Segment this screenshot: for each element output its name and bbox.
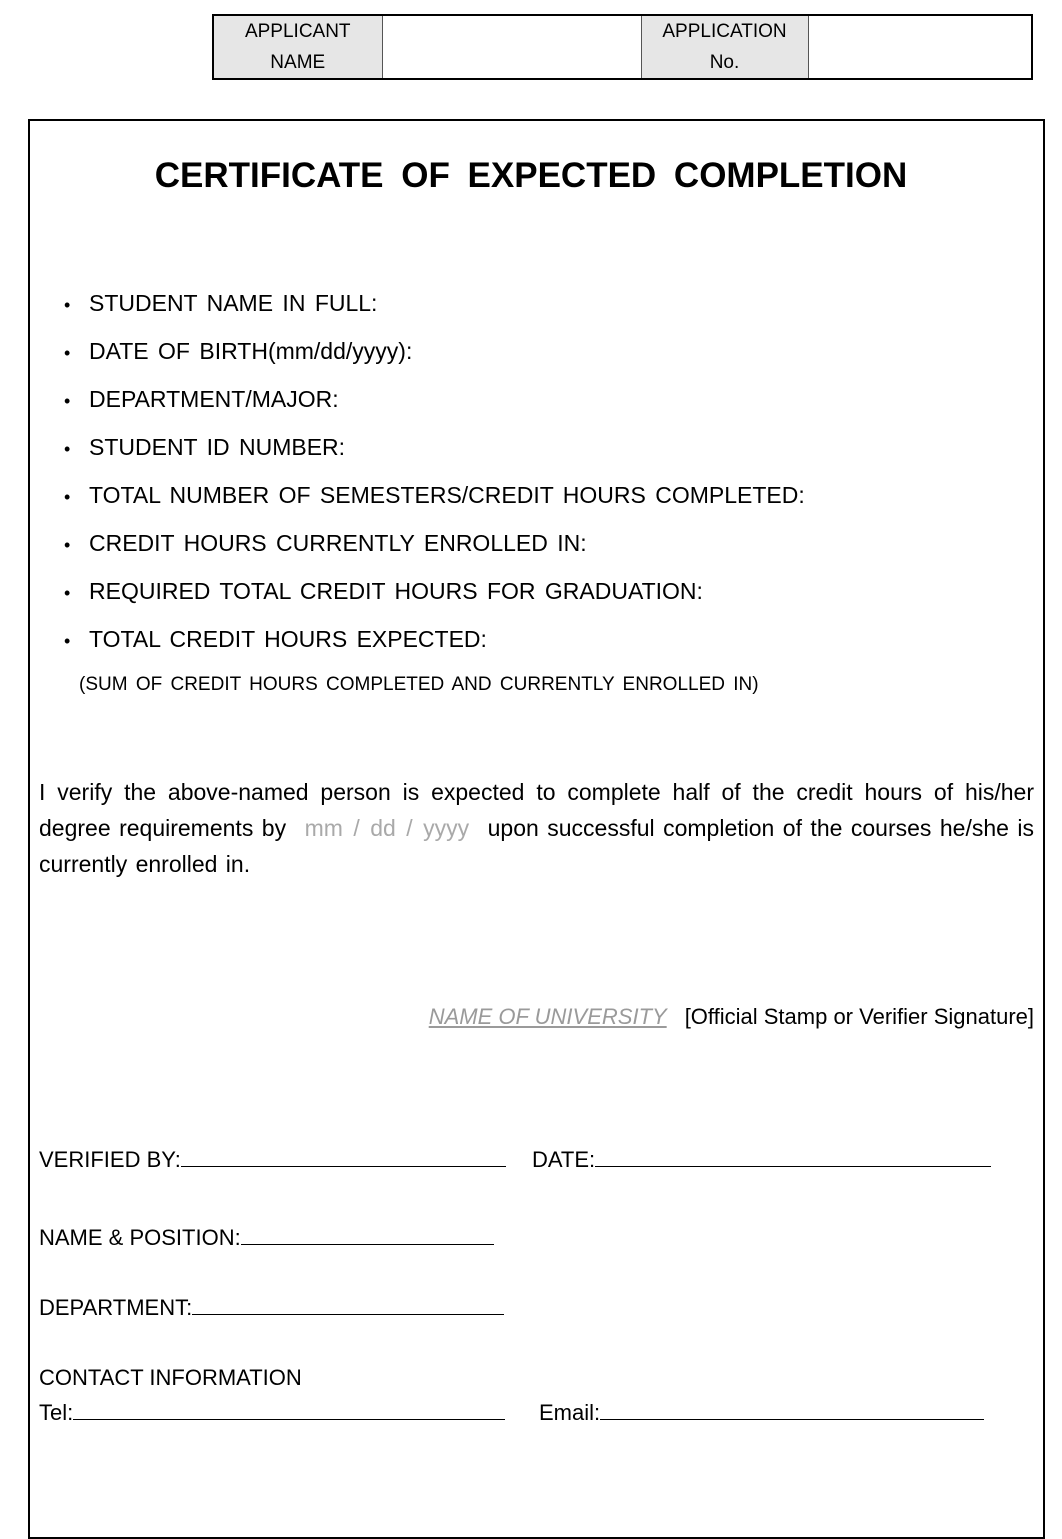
application-no-label-line1: APPLICATION (662, 21, 787, 42)
verify-text-before: I verify the above-named person is expected to complete half of the credit hours of his/her degree requirements by (39, 779, 1034, 841)
field-label: CREDIT HOURS CURRENTLY ENROLLED IN: (89, 530, 587, 556)
field-semesters-completed (62, 478, 805, 526)
field-date-of-birth (62, 334, 805, 382)
verified-by-label: VERIFIED BY: (39, 1147, 181, 1172)
applicant-name-label (213, 15, 382, 79)
bullet-icon: • (64, 631, 71, 651)
field-department-major (62, 382, 805, 430)
application-no-label-line2: No. (709, 52, 740, 73)
email-row (539, 1400, 984, 1426)
field-student-id (62, 430, 805, 478)
stamp-area (429, 1004, 1034, 1030)
date-label: DATE: (532, 1147, 596, 1172)
department-line[interactable] (192, 1296, 504, 1315)
bullet-icon: • (64, 391, 71, 411)
field-label: TOTAL CREDIT HOURS EXPECTED: (89, 626, 487, 652)
field-required-credits (62, 574, 805, 622)
email-line[interactable] (600, 1401, 984, 1420)
verification-statement (39, 774, 1034, 882)
field-label: DATE OF BIRTH(mm/dd/yyyy): (89, 338, 413, 364)
field-label: REQUIRED TOTAL CREDIT HOURS FOR GRADUATION: (89, 578, 703, 604)
bullet-icon: • (64, 343, 71, 363)
date-row (532, 1147, 991, 1173)
field-label: TOTAL NUMBER OF SEMESTERS/CREDIT HOURS COMPLETED: (89, 482, 805, 508)
tel-row (39, 1400, 505, 1426)
application-no-field[interactable] (808, 15, 1032, 79)
bullet-icon: • (64, 439, 71, 459)
verified-by-row (39, 1147, 506, 1173)
student-info-list (62, 286, 805, 670)
field-label: DEPARTMENT/MAJOR: (89, 386, 339, 412)
bullet-icon: • (64, 583, 71, 603)
field-credits-enrolled (62, 526, 805, 574)
application-header-table (212, 14, 1033, 80)
applicant-name-field[interactable] (382, 15, 641, 79)
bullet-icon: • (64, 295, 71, 315)
completion-date-field[interactable]: mm / dd / yyyy (304, 815, 470, 841)
department-row (39, 1295, 504, 1321)
email-label: Email: (539, 1400, 601, 1425)
contact-info-heading: CONTACT INFORMATION (39, 1365, 302, 1390)
date-line[interactable] (595, 1148, 991, 1167)
verify-text-after: upon successful completion of the courses he/she is currently enrolled in. (39, 815, 1035, 877)
university-name-placeholder[interactable]: NAME OF UNIVERSITY (428, 1004, 667, 1029)
name-position-line[interactable] (241, 1226, 494, 1245)
application-no-label (641, 15, 808, 79)
tel-line[interactable] (73, 1401, 505, 1420)
field-label: STUDENT NAME IN FULL: (89, 290, 378, 316)
verified-by-line[interactable] (181, 1148, 506, 1167)
bullet-icon: • (64, 535, 71, 555)
field-total-expected (62, 622, 805, 670)
name-position-row (39, 1225, 494, 1251)
total-credits-note: (SUM OF CREDIT HOURS COMPLETED AND CURRENTLY ENROLLED IN) (79, 674, 759, 695)
applicant-name-label-line2: NAME (270, 52, 326, 73)
tel-label: Tel: (39, 1400, 74, 1425)
bullet-icon: • (64, 487, 71, 507)
certificate-title: CERTIFICATE OF EXPECTED COMPLETION (154, 156, 908, 195)
department-label: DEPARTMENT: (39, 1295, 193, 1320)
field-label: STUDENT ID NUMBER: (89, 434, 346, 460)
name-position-label: NAME & POSITION: (39, 1225, 241, 1250)
stamp-note: [Official Stamp or Verifier Signature] (684, 1004, 1034, 1029)
field-student-name (62, 286, 805, 334)
applicant-name-label-line1: APPLICANT (244, 21, 351, 42)
